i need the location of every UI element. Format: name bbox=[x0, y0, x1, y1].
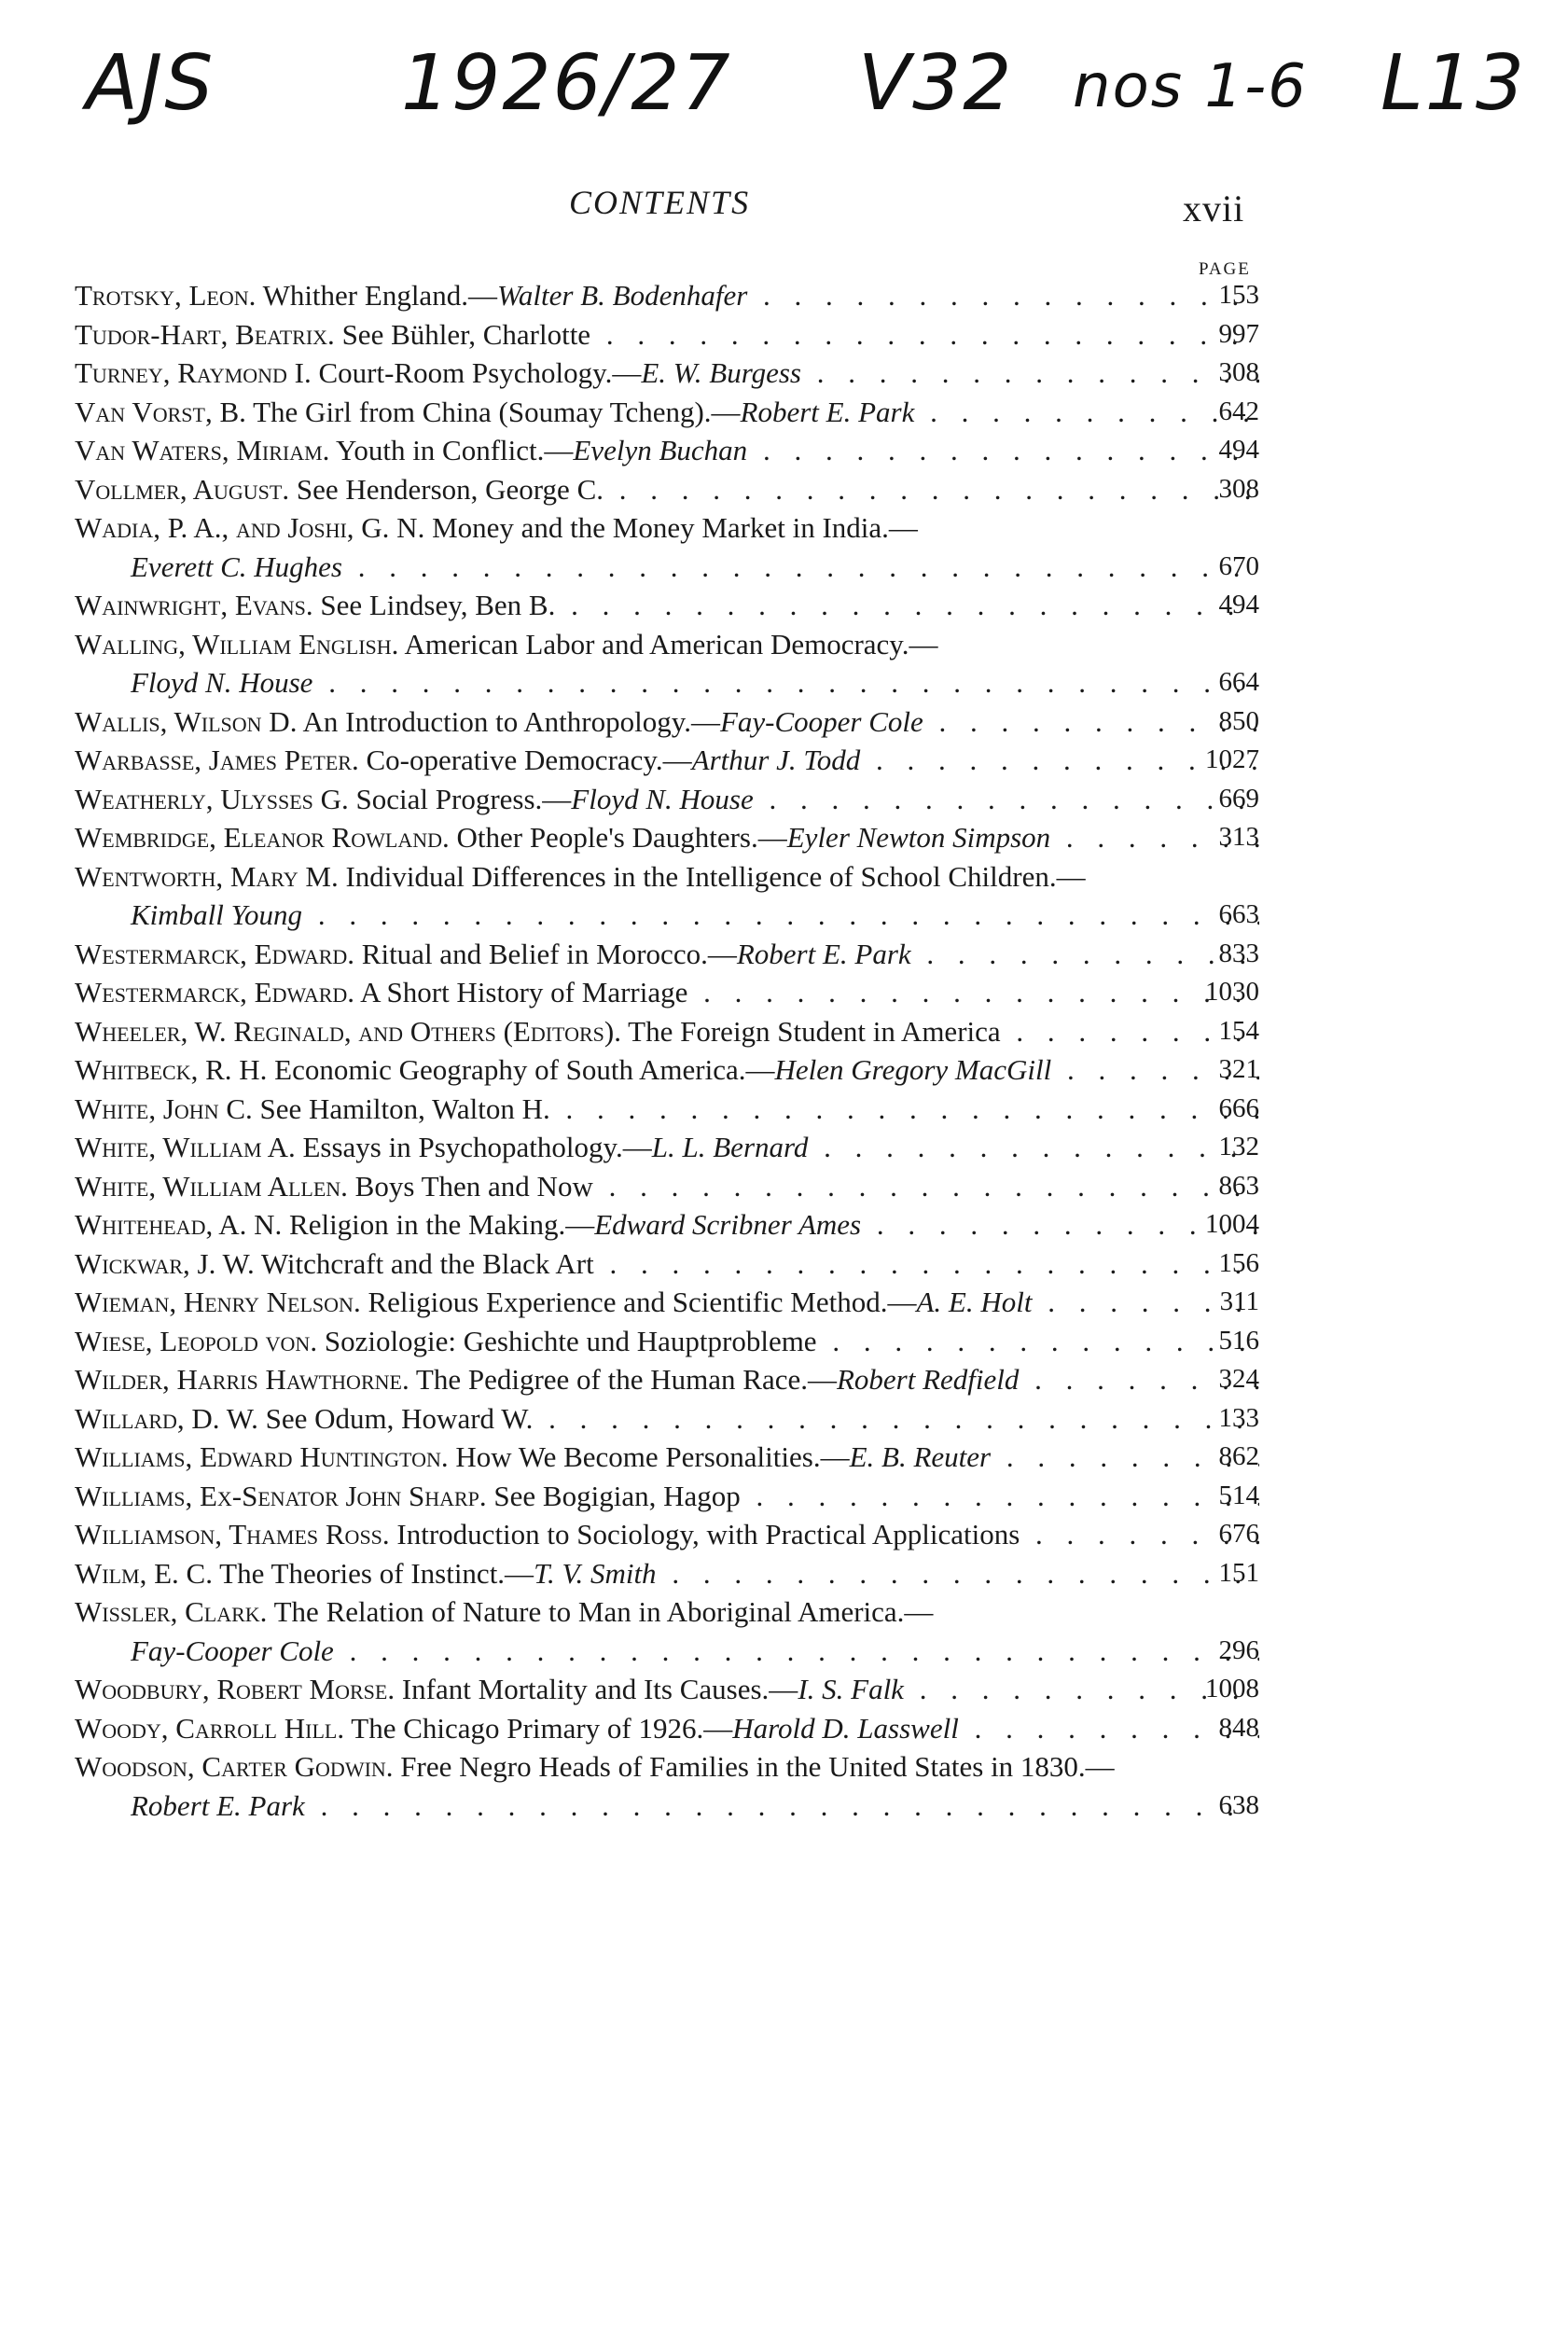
contents-entry bbox=[75, 393, 1259, 432]
entry-title: Soziologie: Geshichte und Hauptprobleme bbox=[324, 1324, 817, 1357]
entry-line bbox=[75, 780, 1259, 819]
entry-title: Introduction to Sociology, with Practical Applications bbox=[396, 1518, 1020, 1550]
entry-title: The Girl from China (Soumay Tcheng).— bbox=[253, 395, 741, 428]
entry-line bbox=[75, 1670, 1259, 1709]
entry-line bbox=[75, 1050, 1259, 1090]
entry-author: Willard, D. W. bbox=[75, 1401, 258, 1435]
entry-title: American Labor and American Democracy.— bbox=[404, 627, 938, 661]
entry-author: Woody, Carroll Hill. bbox=[75, 1711, 345, 1745]
entry-author: Woodson, Carter Godwin. bbox=[75, 1750, 394, 1783]
entry-author: Trotsky, Leon. bbox=[75, 279, 257, 312]
entry-page-number: 321 bbox=[1218, 1054, 1259, 1084]
entry-title: Youth in Conflict.— bbox=[336, 434, 574, 466]
entry-page-number: 151 bbox=[1218, 1557, 1259, 1588]
entry-line bbox=[75, 276, 1259, 315]
entry-title: Infant Mortality and Its Causes.— bbox=[401, 1673, 798, 1705]
entry-reviewer: E. B. Reuter bbox=[849, 1440, 992, 1473]
entry-reviewer: Edward Scribner Ames bbox=[594, 1208, 862, 1241]
entry-page-number: 1027 bbox=[1205, 744, 1259, 774]
entry-title: Essays in Psychopathology.— bbox=[302, 1131, 652, 1163]
entry-line bbox=[75, 354, 1259, 393]
contents-entry bbox=[75, 1128, 1259, 1167]
contents-entry bbox=[75, 1090, 1259, 1129]
contents-entry bbox=[75, 1322, 1259, 1361]
entry-reviewer: T. V. Smith bbox=[534, 1556, 657, 1590]
entry-author: White, John C. bbox=[75, 1092, 253, 1125]
handwritten-numbers: nos 1-6 bbox=[1073, 52, 1308, 121]
entry-author: Wadia, P. A., and Joshi, G. N. bbox=[75, 511, 425, 544]
entry-title: An Introduction to Anthropology.— bbox=[302, 704, 720, 738]
entry-line bbox=[75, 508, 1259, 548]
entry-line bbox=[75, 741, 1259, 780]
entry-page-number: 848 bbox=[1218, 1712, 1259, 1743]
entry-title: Religion in the Making.— bbox=[289, 1208, 595, 1241]
handwritten-journal: AJS bbox=[86, 39, 215, 128]
entry-author: Woodbury, Robert Morse. bbox=[75, 1673, 395, 1705]
entry-reviewer: Robert E. Park bbox=[131, 1788, 305, 1822]
contents-entry bbox=[75, 702, 1259, 742]
entry-author: Wieman, Henry Nelson. bbox=[75, 1286, 361, 1318]
entry-author: Westermarck, Edward. bbox=[75, 976, 355, 1008]
entry-line bbox=[75, 1128, 1259, 1167]
entry-page-number: 997 bbox=[1218, 318, 1259, 349]
handwritten-shelf: L13 bbox=[1381, 39, 1527, 128]
entry-page-number: 663 bbox=[1218, 899, 1259, 929]
entry-title: Co-operative Democracy.— bbox=[366, 744, 692, 776]
entry-reviewer: L. L. Bernard bbox=[651, 1131, 809, 1163]
entry-author: Warbasse, James Peter. bbox=[75, 744, 359, 776]
contents-entry bbox=[75, 508, 1259, 586]
entry-page-number: 1030 bbox=[1205, 977, 1259, 1007]
entry-title: A Short History of Marriage bbox=[360, 976, 688, 1008]
entry-line-continued bbox=[75, 896, 1259, 935]
contents-entry bbox=[75, 1205, 1259, 1245]
entry-line bbox=[75, 1360, 1259, 1399]
contents-entry bbox=[75, 1167, 1259, 1206]
contents-entry bbox=[75, 1592, 1259, 1670]
entry-reviewer: Walter B. Bodenhafer bbox=[496, 279, 748, 312]
entry-line bbox=[75, 1709, 1259, 1748]
entry-author: Van Vorst, B. bbox=[75, 395, 246, 428]
entry-page-number: 1008 bbox=[1205, 1674, 1259, 1703]
entry-author: Wissler, Clark. bbox=[75, 1595, 268, 1628]
entry-author: Williams, Edward Huntington. bbox=[75, 1440, 449, 1473]
page-column-label: PAGE bbox=[1199, 259, 1251, 279]
entry-line bbox=[75, 1245, 1259, 1284]
contents-entry bbox=[75, 780, 1259, 819]
contents-entry bbox=[75, 1554, 1259, 1593]
entry-author: Westermarck, Edward. bbox=[75, 937, 355, 970]
entry-reviewer: Robert E. Park bbox=[736, 937, 911, 970]
entry-author: Van Waters, Miriam. bbox=[75, 434, 330, 466]
entry-reviewer: Kimball Young bbox=[131, 898, 303, 931]
entry-page-number: 132 bbox=[1218, 1132, 1259, 1161]
entry-title: How We Become Personalities.— bbox=[455, 1440, 850, 1473]
contents-entry bbox=[75, 470, 1259, 509]
entry-line bbox=[75, 702, 1259, 742]
entry-author: Wickwar, J. W. bbox=[75, 1246, 255, 1280]
entry-page-number: 313 bbox=[1218, 822, 1259, 852]
entry-reviewer: A. E. Holt bbox=[916, 1286, 1033, 1318]
entry-page-number: 311 bbox=[1219, 1286, 1259, 1316]
entry-page-number: 153 bbox=[1218, 280, 1259, 310]
entry-line bbox=[75, 1554, 1259, 1593]
entry-author: White, William Allen. bbox=[75, 1169, 348, 1203]
entry-line bbox=[75, 315, 1259, 355]
contents-entry bbox=[75, 1283, 1259, 1322]
handwritten-volume: V32 bbox=[858, 39, 1014, 128]
entry-page-number: 833 bbox=[1218, 938, 1259, 968]
entry-author: Weatherly, Ulysses G. bbox=[75, 782, 349, 815]
entry-reviewer: Fay-Cooper Cole bbox=[131, 1634, 334, 1667]
entry-title: See Hamilton, Walton H. bbox=[259, 1092, 550, 1125]
entry-title: Economic Geography of South America.— bbox=[274, 1053, 775, 1086]
entry-title: Court-Room Psychology.— bbox=[318, 356, 642, 389]
entry-line bbox=[75, 1747, 1259, 1787]
contents-entry bbox=[75, 857, 1259, 935]
entry-title: Other People's Daughters.— bbox=[456, 821, 787, 854]
entry-reviewer: Evelyn Buchan bbox=[573, 434, 748, 466]
entry-line bbox=[75, 1592, 1259, 1632]
contents-entry bbox=[75, 1245, 1259, 1284]
entry-author: Wallis, Wilson D. bbox=[75, 704, 298, 738]
entry-title: The Theories of Instinct.— bbox=[219, 1556, 534, 1590]
entry-line bbox=[75, 973, 1259, 1012]
entry-title: See Lindsey, Ben B. bbox=[320, 589, 556, 621]
entry-author: Wentworth, Mary M. bbox=[75, 859, 339, 893]
contents-entry bbox=[75, 1515, 1259, 1554]
entry-title: See Bühler, Charlotte bbox=[341, 317, 591, 351]
contents-list bbox=[75, 276, 1259, 1825]
contents-entry bbox=[75, 315, 1259, 355]
entry-page-number: 514 bbox=[1218, 1480, 1259, 1510]
entry-author: Tudor-Hart, Beatrix. bbox=[75, 317, 335, 351]
entry-line bbox=[75, 625, 1259, 664]
entry-author: White, William A. bbox=[75, 1131, 296, 1163]
contents-entry bbox=[75, 1399, 1259, 1439]
entry-title: Religious Experience and Scientific Method.— bbox=[368, 1286, 917, 1318]
entry-title: Whither England.— bbox=[262, 279, 497, 312]
entry-author: Vollmer, August. bbox=[75, 472, 290, 506]
entry-line bbox=[75, 1167, 1259, 1206]
entry-line bbox=[75, 1283, 1259, 1322]
entry-title: The Pedigree of the Human Race.— bbox=[415, 1363, 837, 1396]
entry-page-number: 638 bbox=[1218, 1789, 1259, 1820]
contents-entry bbox=[75, 1012, 1259, 1051]
entry-reviewer: Eyler Newton Simpson bbox=[786, 821, 1051, 854]
entry-author: Wilm, E. C. bbox=[75, 1556, 213, 1590]
entry-page-number: 850 bbox=[1218, 705, 1259, 736]
entry-page-number: 494 bbox=[1218, 435, 1259, 465]
entry-reviewer: Floyd N. House bbox=[571, 782, 754, 815]
running-head: CONTENTS bbox=[569, 184, 751, 221]
entry-title: Witchcraft and the Black Art bbox=[260, 1246, 594, 1280]
entry-page-number: 494 bbox=[1218, 590, 1259, 619]
entry-author: Williamson, Thames Ross. bbox=[75, 1518, 390, 1550]
entry-line bbox=[75, 818, 1259, 857]
entry-page-number: 133 bbox=[1218, 1402, 1259, 1433]
entry-title: The Foreign Student in America bbox=[628, 1014, 1001, 1048]
contents-entry bbox=[75, 1360, 1259, 1399]
entry-line-continued bbox=[75, 1787, 1259, 1826]
entry-line-continued bbox=[75, 663, 1259, 702]
entry-page-number: 296 bbox=[1218, 1634, 1259, 1665]
entry-line bbox=[75, 393, 1259, 432]
entry-reviewer: E. W. Burgess bbox=[641, 356, 801, 389]
contents-entry bbox=[75, 935, 1259, 974]
entry-page-number: 516 bbox=[1218, 1325, 1259, 1356]
contents-entry bbox=[75, 354, 1259, 393]
entry-reviewer: Harold D. Lasswell bbox=[732, 1711, 959, 1745]
entry-reviewer: Robert E. Park bbox=[740, 395, 915, 428]
entry-title: Ritual and Belief in Morocco.— bbox=[361, 937, 737, 970]
entry-author: Wiese, Leopold von. bbox=[75, 1324, 318, 1357]
entry-title: Free Negro Heads of Families in the United States in 1830.— bbox=[400, 1750, 1115, 1783]
entry-line bbox=[75, 1515, 1259, 1554]
entry-line bbox=[75, 1322, 1259, 1361]
entry-line bbox=[75, 1090, 1259, 1129]
contents-entry bbox=[75, 276, 1259, 315]
entry-page-number: 642 bbox=[1218, 396, 1259, 426]
entry-line bbox=[75, 1438, 1259, 1477]
entry-author: Williams, Ex-Senator John Sharp. bbox=[75, 1479, 487, 1512]
entry-page-number: 676 bbox=[1218, 1519, 1259, 1549]
entry-line bbox=[75, 1399, 1259, 1439]
entry-title: See Odum, Howard W. bbox=[265, 1401, 534, 1435]
entry-line bbox=[75, 470, 1259, 509]
entry-author: Whitbeck, R. H. bbox=[75, 1053, 268, 1086]
page-folio: xvii bbox=[1183, 188, 1245, 229]
entry-author: Whitehead, A. N. bbox=[75, 1208, 283, 1241]
entry-reviewer: I. S. Falk bbox=[798, 1673, 904, 1705]
entry-reviewer: Helen Gregory MacGill bbox=[774, 1053, 1052, 1086]
entry-line-continued bbox=[75, 1632, 1259, 1671]
entry-page-number: 664 bbox=[1218, 667, 1259, 697]
entry-reviewer: Everett C. Hughes bbox=[131, 549, 342, 583]
entry-page-number: 863 bbox=[1218, 1170, 1259, 1201]
entry-page-number: 1004 bbox=[1205, 1209, 1259, 1239]
entry-reviewer: Robert Redfield bbox=[836, 1363, 1020, 1396]
contents-entry bbox=[75, 586, 1259, 625]
entry-author: Wainwright, Evans. bbox=[75, 589, 313, 621]
entry-title: Money and the Money Market in India.— bbox=[432, 511, 918, 544]
contents-entry bbox=[75, 973, 1259, 1012]
contents-entry bbox=[75, 1747, 1259, 1825]
entry-reviewer: Arthur J. Todd bbox=[691, 744, 861, 776]
contents-entry bbox=[75, 1477, 1259, 1516]
entry-line-continued bbox=[75, 548, 1259, 587]
contents-entry bbox=[75, 818, 1259, 857]
handwritten-years: 1926/27 bbox=[401, 39, 732, 128]
entry-author: Wembridge, Eleanor Rowland. bbox=[75, 821, 450, 854]
entry-line bbox=[75, 1477, 1259, 1516]
entry-title: The Chicago Primary of 1926.— bbox=[351, 1711, 733, 1745]
entry-line bbox=[75, 1205, 1259, 1245]
entry-page-number: 308 bbox=[1218, 473, 1259, 504]
entry-author: Wheeler, W. Reginald, and Others (Editors). bbox=[75, 1014, 621, 1048]
entry-title: See Bogigian, Hagop bbox=[493, 1479, 741, 1512]
entry-line bbox=[75, 935, 1259, 974]
entry-page-number: 308 bbox=[1218, 357, 1259, 387]
entry-reviewer: Fay-Cooper Cole bbox=[719, 704, 923, 738]
entry-title: Social Progress.— bbox=[355, 782, 572, 815]
contents-entry bbox=[75, 431, 1259, 470]
contents-entry bbox=[75, 1050, 1259, 1090]
entry-line bbox=[75, 586, 1259, 625]
entry-author: Walling, William English. bbox=[75, 627, 399, 661]
entry-author: Turney, Raymond I. bbox=[75, 356, 312, 389]
contents-entry bbox=[75, 1670, 1259, 1709]
contents-entry bbox=[75, 1709, 1259, 1748]
contents-entry bbox=[75, 1438, 1259, 1477]
entry-line bbox=[75, 431, 1259, 470]
entry-page-number: 862 bbox=[1218, 1441, 1259, 1471]
entry-page-number: 156 bbox=[1218, 1247, 1259, 1278]
entry-title: Boys Then and Now bbox=[354, 1169, 593, 1203]
entry-line bbox=[75, 857, 1259, 897]
entry-page-number: 324 bbox=[1218, 1364, 1259, 1394]
contents-entry bbox=[75, 625, 1259, 702]
entry-author: Wilder, Harris Hawthorne. bbox=[75, 1363, 409, 1396]
entry-line bbox=[75, 1012, 1259, 1051]
entry-page-number: 154 bbox=[1218, 1015, 1259, 1046]
contents-entry bbox=[75, 741, 1259, 780]
entry-title: The Relation of Nature to Man in Aboriginal America.— bbox=[273, 1595, 934, 1628]
entry-title: See Henderson, George C. bbox=[296, 472, 604, 506]
entry-page-number: 666 bbox=[1218, 1092, 1259, 1123]
entry-reviewer: Floyd N. House bbox=[131, 666, 313, 699]
entry-page-number: 669 bbox=[1218, 783, 1259, 813]
entry-title: Individual Differences in the Intelligence of School Children.— bbox=[345, 859, 1086, 893]
entry-page-number: 670 bbox=[1218, 550, 1259, 581]
